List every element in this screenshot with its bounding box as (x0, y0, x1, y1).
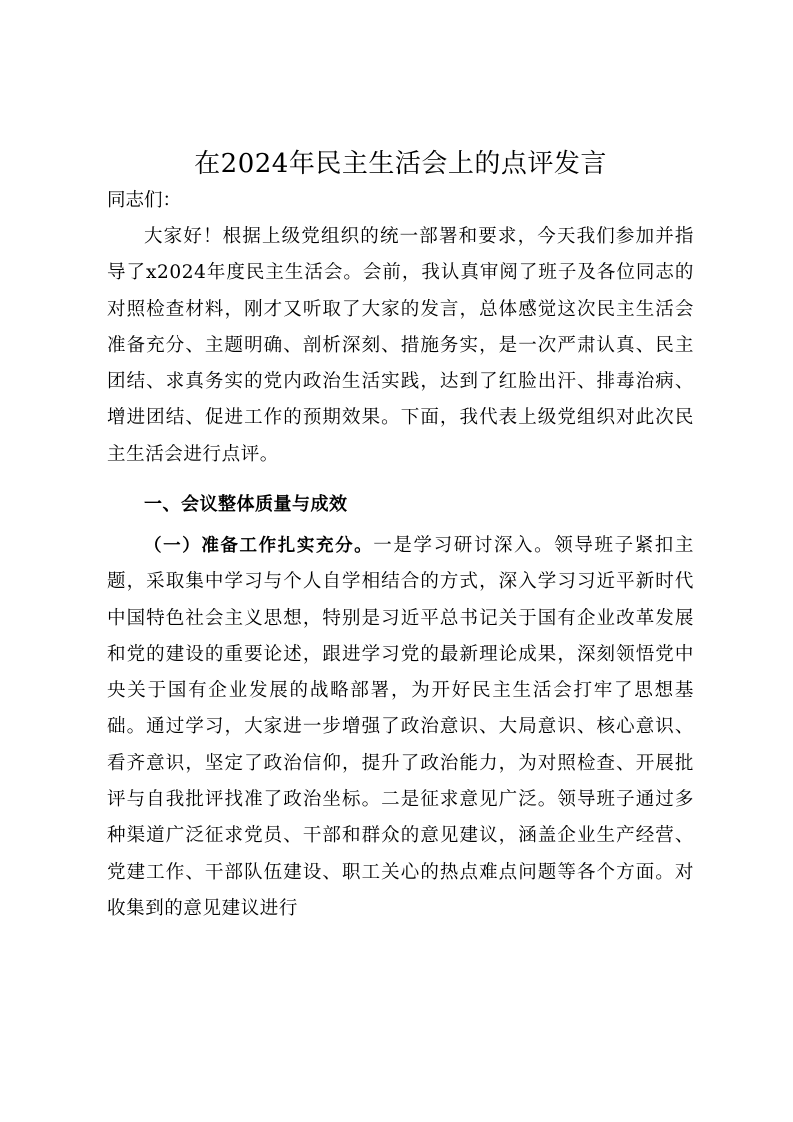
subsection-lead: （一）准备工作扎实充分。 (144, 536, 374, 556)
subsection-body: 一是学习研讨深入。领导班子紧扣主题，采取集中学习与个人自学相结合的方式，深入学习习近平新时代中国特色社会主义思想，特别是习近平总书记关于国有企业改革发展和党的建设的重要论述，跟进学习党的最新理论成果，深刻领悟党中央关于国有企业发展的战略部署，为开好民主生活会打牢了思想基础。通过学习，大家进一步增强了政治意识、大局意识、核心意识、看齐意识，坚定了政治信仰，提升了政治能力，为对照检查、开展批评与自我批评找准了政治坐标。二是征求意见广泛。领导班子通过多种渠道广泛征求党员、干部和群众的意见建议，涵盖企业生产经营、党建工作、干部队伍建设、职工关心的热点难点问题等各个方面。对收集到的意见建议进行 (107, 535, 695, 919)
subsection-paragraph (107, 528, 694, 927)
document-page (107, 0, 694, 1122)
document-title: 在2024年民主生活会上的点评发言 (194, 149, 607, 179)
intro-paragraph: 大家好！根据上级党组织的统一部署和要求，今天我们参加并指导了x2024年度民主生活会。会前，我认真审阅了班子及各位同志的对照检查材料，刚才又听取了大家的发言，总体感觉这次民主生活会准备充分、主题明确、剖析深刻、措施务实，是一次严肃认真、民主团结、求真务实的党内政治生活实践，达到了红脸出汗、排毒治病、增进团结、促进工作的预期效果。下面，我代表上级党组织对此次民主生活会进行点评。 (107, 226, 694, 465)
section-heading: 一、会议整体质量与成效 (144, 494, 348, 515)
salutation: 同志们： (107, 190, 182, 211)
